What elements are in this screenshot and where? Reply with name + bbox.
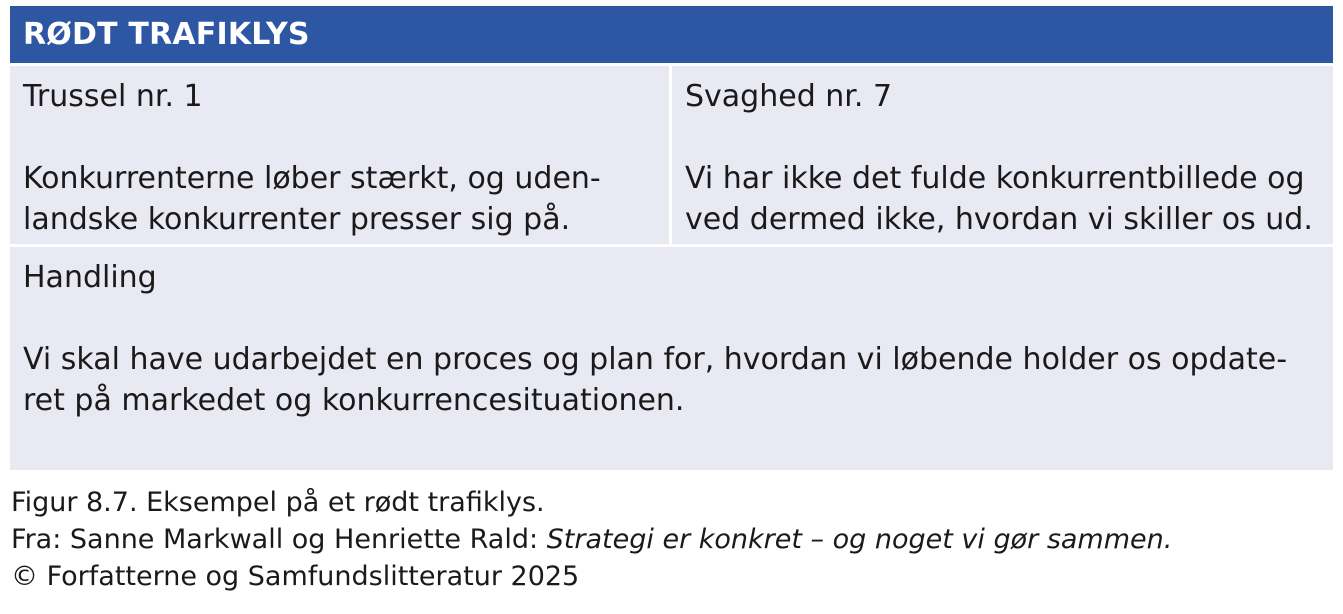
caption-source-prefix: Fra: Sanne Markwall og Henriette Rald: xyxy=(11,524,547,555)
caption-figure-line: Figur 8.7. Eksempel på et rødt trafiklys. xyxy=(11,487,545,518)
threat-cell xyxy=(10,66,669,244)
action-text-line-2: ret på markedet og konkurrencesituationen. xyxy=(23,383,685,418)
traffic-light-figure xyxy=(10,6,1333,470)
threat-title: Trussel nr. 1 xyxy=(23,79,203,114)
weakness-text-line-2: ved dermed ikke, hvordan vi skiller os ud. xyxy=(685,202,1313,237)
action-text xyxy=(23,339,1320,421)
top-row xyxy=(10,66,1333,244)
action-title: Handling xyxy=(23,260,157,295)
action-text-line-1: Vi skal have udarbejdet en proces og plan for, hvordan vi løbende holder os opdate- xyxy=(23,342,1288,377)
caption-source-title: Strategi er konkret – og noget vi gør sammen. xyxy=(546,524,1173,555)
weakness-cell xyxy=(672,66,1333,244)
action-cell xyxy=(10,247,1333,470)
threat-text-line-1: Konkurrenterne løber stærkt, og uden- xyxy=(23,161,601,196)
caption-copyright: © Forfatterne og Samfundslitteratur 2025 xyxy=(11,561,580,592)
figure-header: RØDT TRAFIKLYS xyxy=(10,6,1333,63)
weakness-text-line-1: Vi har ikke det fulde konkurrentbillede og xyxy=(685,161,1305,196)
figure-caption xyxy=(11,484,1172,595)
threat-text xyxy=(23,158,656,240)
caption-source-line xyxy=(11,521,1172,558)
bottom-row xyxy=(10,247,1333,470)
weakness-title: Svaghed nr. 7 xyxy=(685,79,893,114)
weakness-text xyxy=(685,158,1320,240)
threat-text-line-2: landske konkurrenter presser sig på. xyxy=(23,202,571,237)
